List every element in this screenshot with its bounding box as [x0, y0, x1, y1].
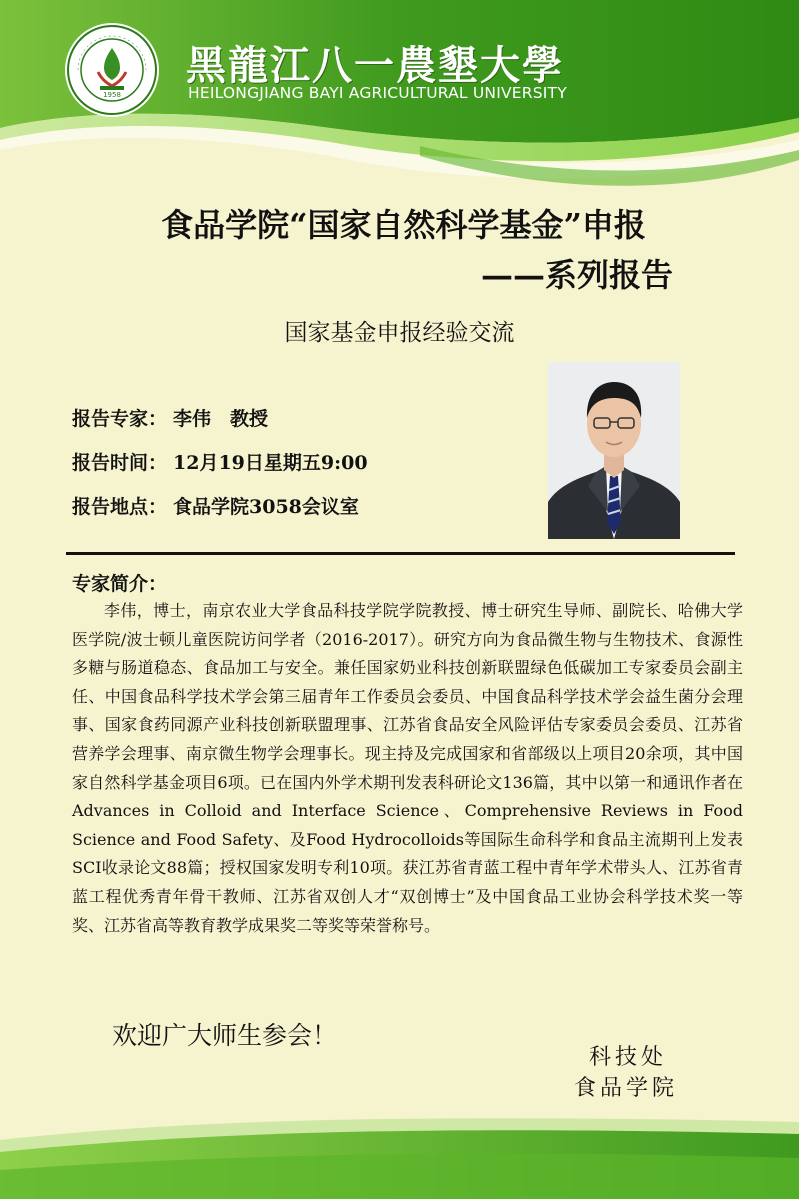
organizer-line-1: 科技处	[589, 1045, 668, 1070]
bio-text-block	[72, 597, 743, 940]
place-value: 食品学院3058会议室	[173, 496, 359, 518]
bio-paragraph: 李伟，博士，南京农业大学食品科技学院学院教授、博士研究生导师、副院长、哈佛大学医学院/波士顿儿童医院访问学者（2016-2017）。研究方向为食品微生物与生物技术、食源性多糖与肠道稳态、食品加工与安全。兼任国家奶业科技创新联盟绿色低碳加工专家委员会副主任、中国食品科学技术学会第三届青年工作委员会委员、中国食品科学技术学会益生菌分会理事、国家食药同源产业科技创新联盟理事、江苏省食品安全风险评估专家委员会委员、江苏省营养学会理事、南京微生物学会理事长。现主持及完成国家和省部级以上项目20余项，其中国家自然科学基金项目6项。已在国内外学术期刊发表科研论文136篇，其中以第一和通讯作者在Advances in Colloid and Interface Science、Comprehensive Reviews in Food Science and Food Safety、及Food Hydrocolloids等国际生命科学和食品主流期刊上发表SCI收录论文88篇；授权国家发明专利10项。获江苏省青蓝工程中青年学术带头人、江苏省青蓝工程优秀青年骨干教师、江苏省双创人才“双创博士”及中国食品工业协会科学技术奖一等奖、江苏省高等教育教学成果奖二等奖等荣誉称号。	[72, 601, 743, 935]
title-line-1: 食品学院“国家自然科学基金”申报	[161, 206, 646, 244]
subtitle: 国家基金申报经验交流	[284, 320, 515, 346]
title-line-2: ——系列报告	[480, 256, 673, 294]
info-expert	[72, 404, 268, 431]
portrait-photo	[548, 362, 680, 539]
info-time	[72, 448, 368, 475]
time-label: 报告时间：	[72, 452, 168, 474]
footer-wave-background	[0, 1100, 799, 1199]
expert-value: 李伟 教授	[173, 408, 269, 430]
section-divider	[66, 552, 735, 555]
university-name-en: HEILONGJIANG BAYI AGRICULTURAL UNIVERSITY	[188, 84, 567, 102]
expert-label: 报告专家：	[72, 408, 168, 430]
info-place	[72, 492, 359, 519]
university-name-cn: 黑龍江八一農墾大學	[186, 42, 564, 89]
welcome-message: 欢迎广大师生参会！	[112, 1021, 338, 1050]
logo-year: 1958	[103, 91, 121, 99]
organizer-line-2: 食品学院	[574, 1076, 679, 1101]
bio-heading: 专家简介：	[72, 573, 168, 595]
university-seal-icon	[64, 22, 160, 118]
time-value: 12月19日星期五9:00	[173, 452, 368, 474]
place-label: 报告地点：	[72, 496, 168, 518]
